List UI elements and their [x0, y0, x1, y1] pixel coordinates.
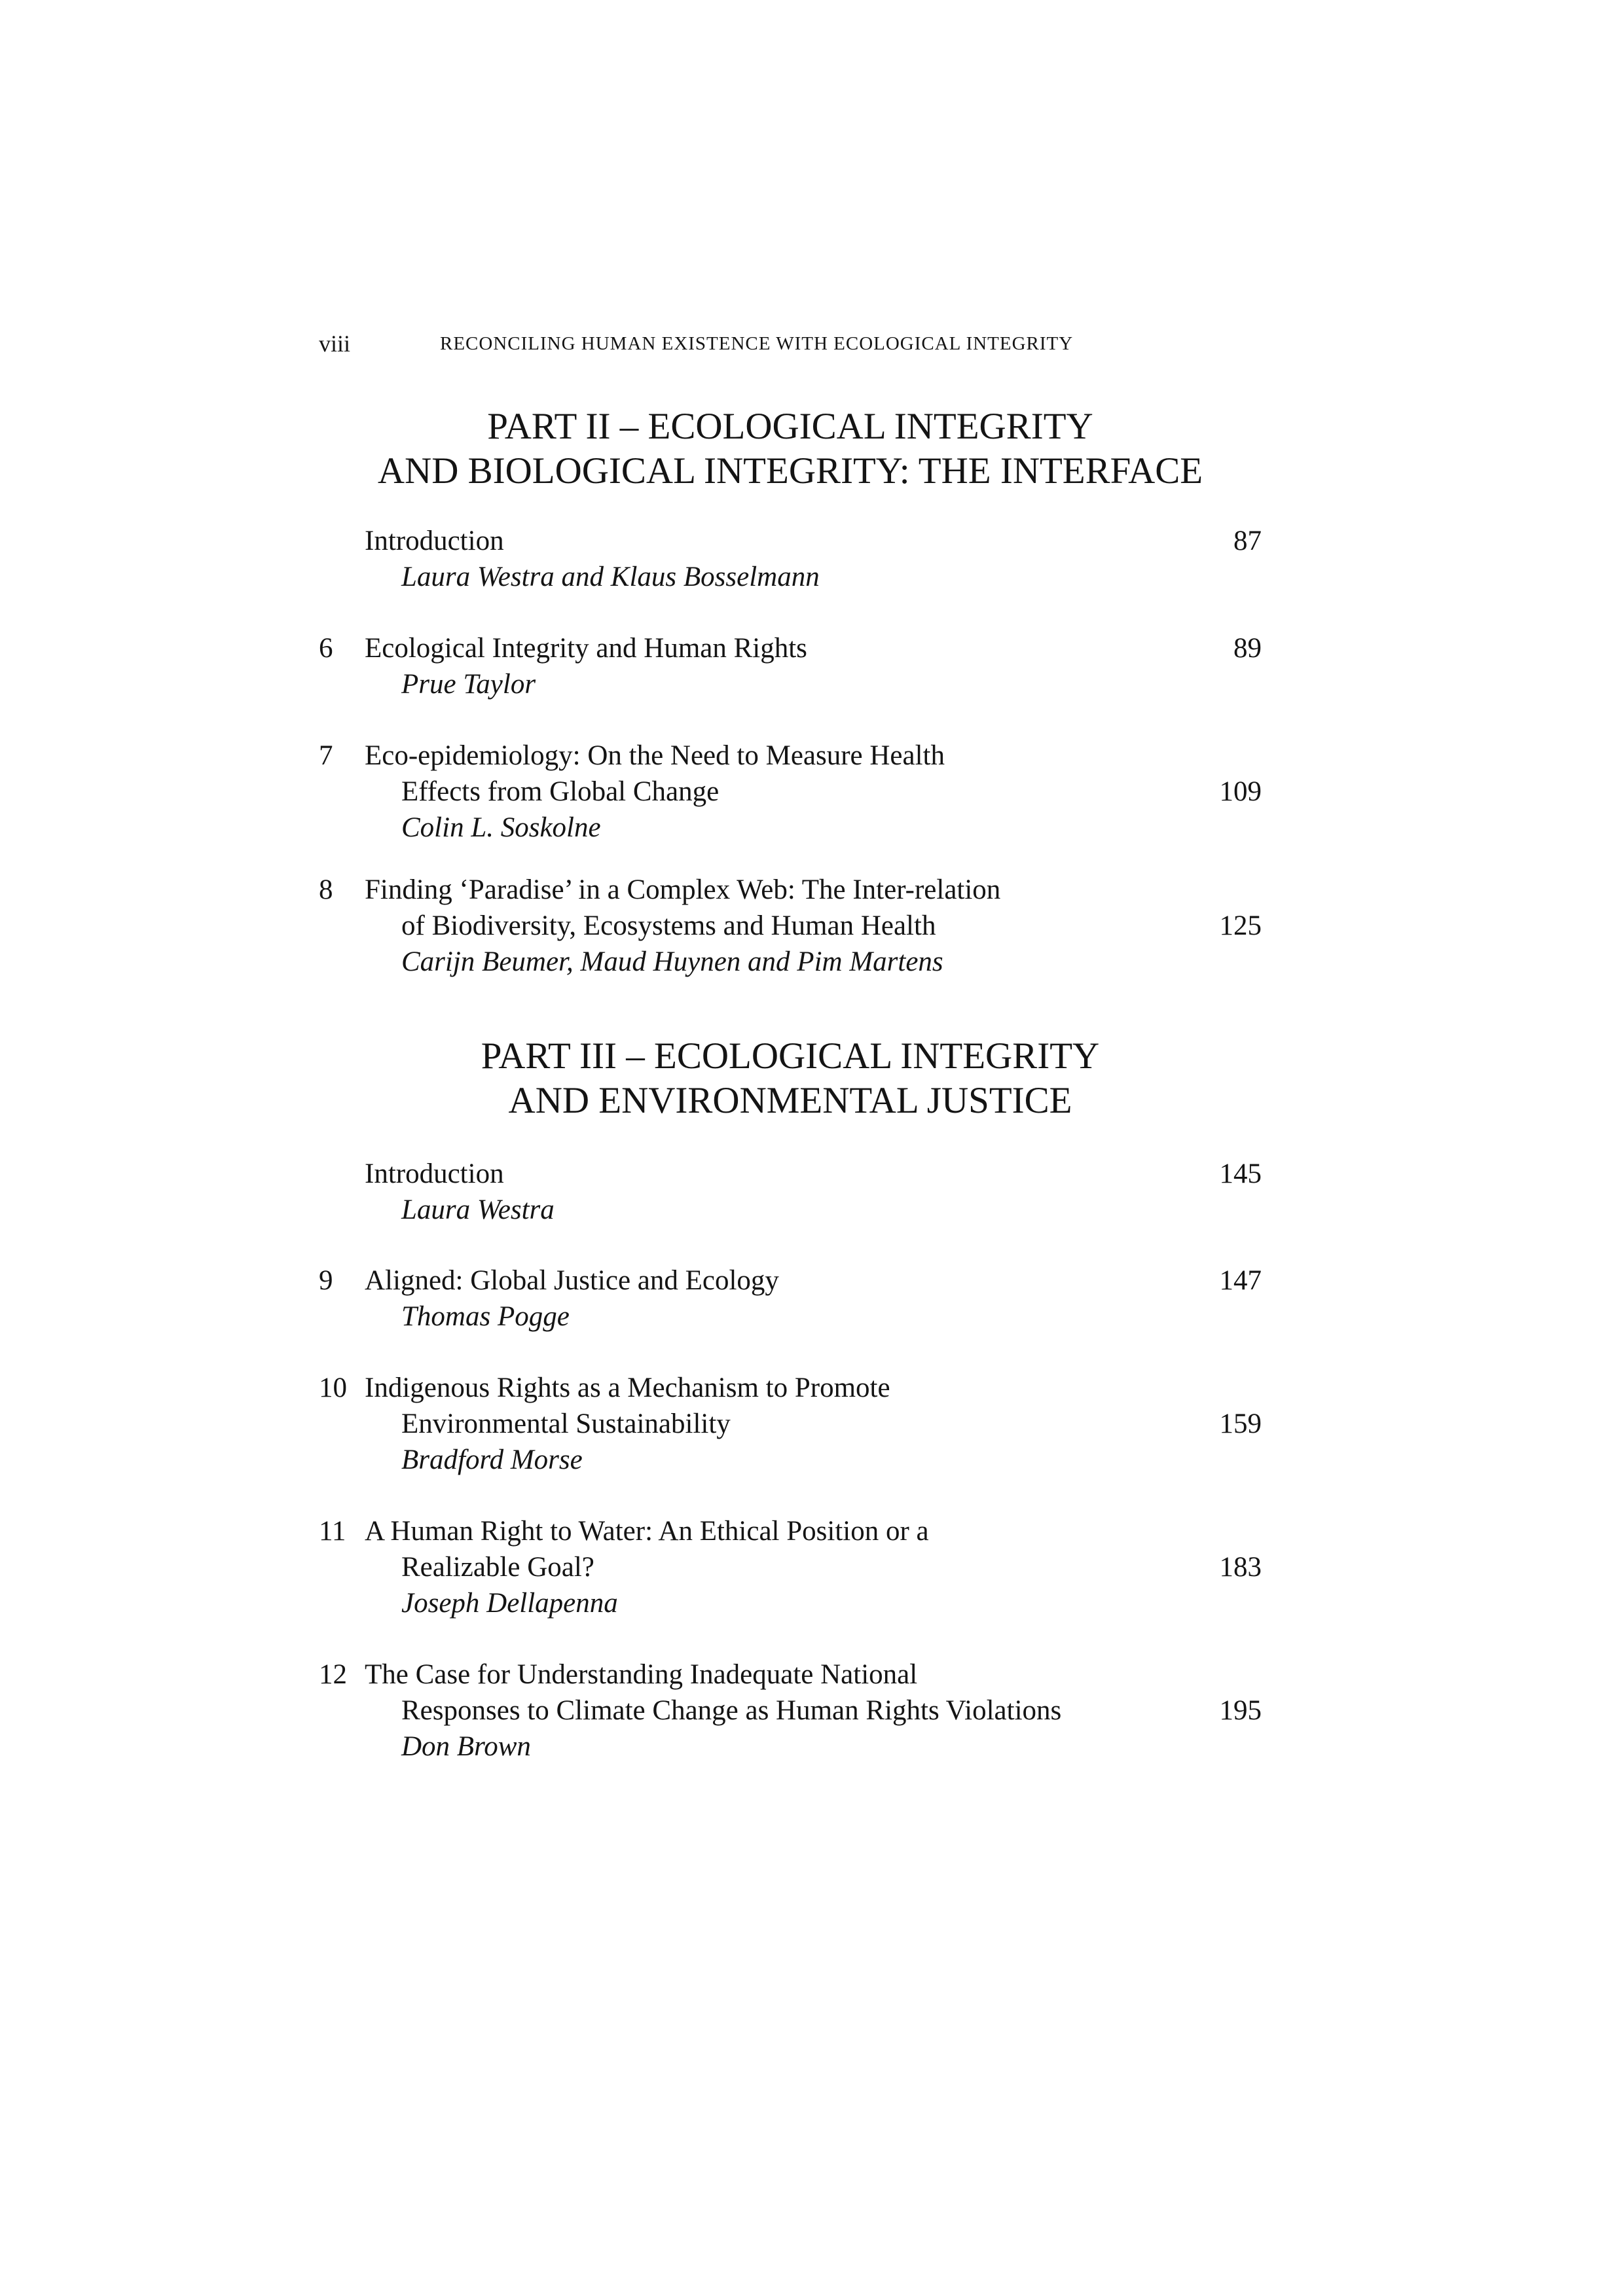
chapter-number: 8 [319, 874, 333, 905]
toc-entry-chapter-6[interactable] [319, 630, 1262, 702]
chapter-number: 9 [319, 1265, 333, 1296]
toc-entry-chapter-7[interactable] [319, 738, 1262, 846]
page-ref: 89 [1233, 633, 1262, 664]
entry-author: Bradford Morse [401, 1444, 583, 1475]
entry-title: Introduction [365, 526, 504, 556]
entry-title-continued: Effects from Global Change [401, 776, 720, 807]
entry-title-continued: of Biodiversity, Ecosystems and Human Health [401, 910, 936, 941]
entry-title: Aligned: Global Justice and Ecology [365, 1265, 779, 1296]
part-heading-line: PART III – ECOLOGICAL INTEGRITY [481, 1035, 1100, 1077]
entry-title: The Case for Understanding Inadequate National [365, 1659, 918, 1690]
entry-title: Indigenous Rights as a Mechanism to Promote [365, 1372, 890, 1403]
toc-entry-chapter-9[interactable] [319, 1263, 1262, 1335]
part-heading [319, 404, 1262, 493]
part-heading-line: PART II – ECOLOGICAL INTEGRITY [487, 406, 1093, 447]
page-ref: 159 [1219, 1408, 1262, 1439]
entry-author: Laura Westra and Klaus Bosselmann [401, 562, 820, 592]
page-ref: 195 [1219, 1695, 1262, 1726]
entry-title-continued: Realizable Goal? [401, 1552, 594, 1583]
toc-entry-chapter-11[interactable] [319, 1513, 1262, 1621]
entry-title: A Human Right to Water: An Ethical Position or a [365, 1516, 929, 1547]
chapter-number: 7 [319, 740, 333, 771]
toc-entry-chapter-10[interactable] [319, 1370, 1262, 1478]
chapter-number: 10 [319, 1372, 347, 1403]
entry-author: Laura Westra [401, 1194, 555, 1225]
entry-title-continued: Responses to Climate Change as Human Rights Violations [401, 1695, 1062, 1726]
entry-author: Thomas Pogge [401, 1301, 570, 1332]
toc-entry-introduction[interactable] [319, 1156, 1262, 1228]
toc-entry-chapter-8[interactable] [319, 872, 1262, 980]
page-ref: 109 [1219, 776, 1262, 807]
entry-title: Introduction [365, 1158, 504, 1189]
entry-title: Ecological Integrity and Human Rights [365, 633, 807, 664]
running-head [319, 327, 1262, 360]
entry-author: Prue Taylor [401, 669, 536, 700]
page-ref: 147 [1219, 1265, 1262, 1296]
running-title: RECONCILING HUMAN EXISTENCE WITH ECOLOGICAL INTEGRITY [440, 333, 1074, 354]
toc-entry-introduction[interactable] [319, 523, 1262, 595]
entry-author: Don Brown [401, 1731, 531, 1762]
chapter-number: 6 [319, 633, 333, 664]
page-ref: 183 [1219, 1552, 1262, 1583]
toc-entry-chapter-12[interactable] [319, 1657, 1262, 1765]
entry-author: Colin L. Soskolne [401, 812, 601, 843]
part-heading-line: AND BIOLOGICAL INTEGRITY: THE INTERFACE [377, 450, 1203, 492]
entry-title: Eco-epidemiology: On the Need to Measure Health [365, 740, 945, 771]
part-heading-line: AND ENVIRONMENTAL JUSTICE [508, 1080, 1072, 1121]
chapter-number: 11 [319, 1516, 346, 1547]
entry-title: Finding ‘Paradise’ in a Complex Web: The Inter-relation [365, 874, 1001, 905]
page-ref: 125 [1219, 910, 1262, 941]
entry-author: Carijn Beumer, Maud Huynen and Pim Martens [401, 946, 943, 977]
chapter-number: 12 [319, 1659, 347, 1690]
entry-title-continued: Environmental Sustainability [401, 1408, 731, 1439]
page-number: viii [319, 331, 351, 357]
part-heading [319, 1034, 1262, 1123]
entry-author: Joseph Dellapenna [401, 1588, 618, 1619]
page-ref: 87 [1233, 526, 1262, 556]
page-ref: 145 [1219, 1158, 1262, 1189]
